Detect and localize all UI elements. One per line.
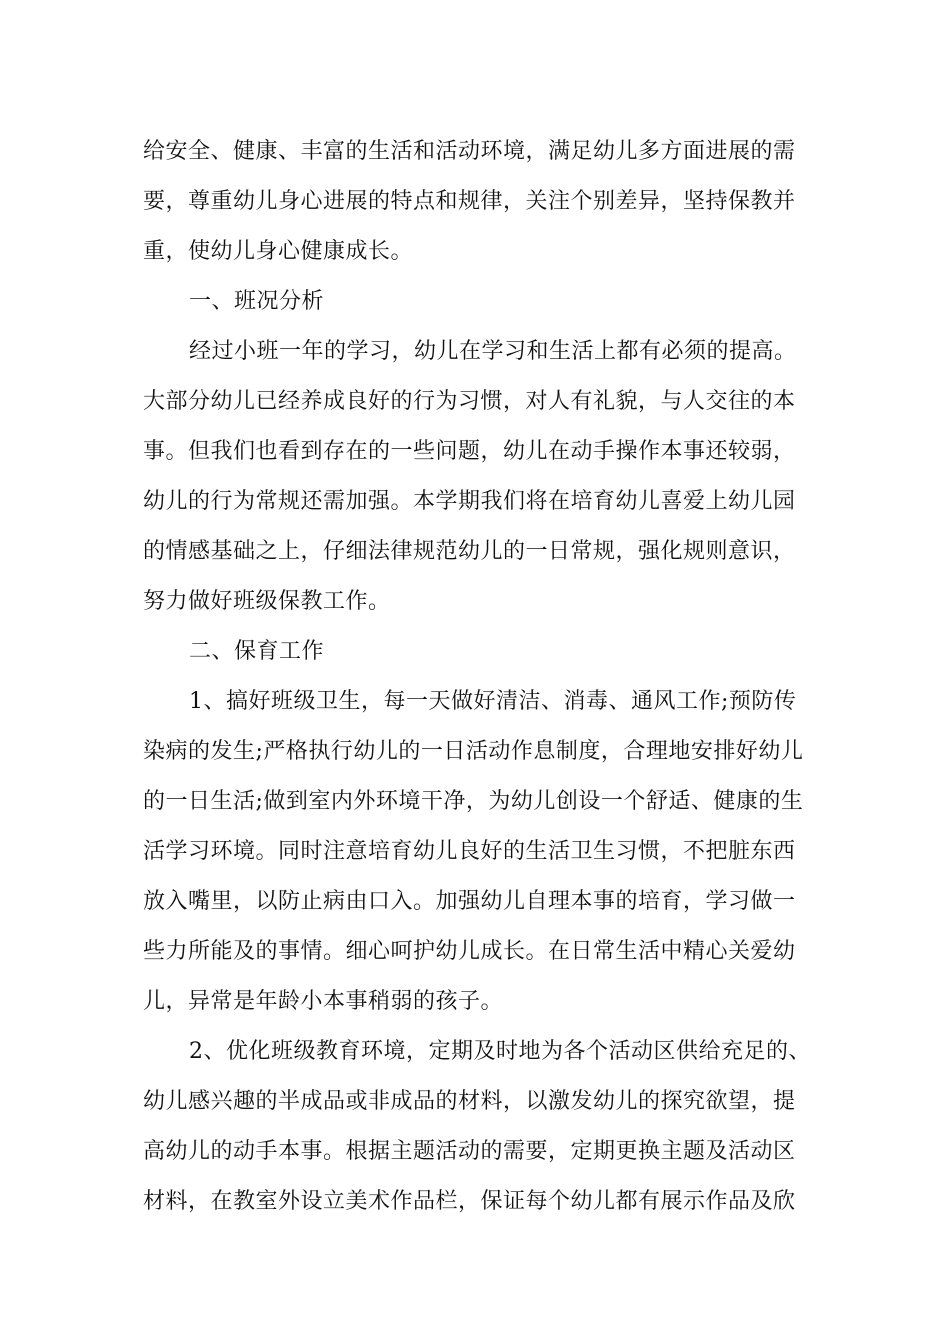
text-line: 要，尊重幼儿身心进展的特点和规律，关注个别差异，坚持保教并 [143, 189, 796, 214]
text-line: 重，使幼儿身心健康成长。 [143, 239, 414, 264]
text-line: 放入嘴里，以防止病由口入。加强幼儿自理本事的培育，学习做一 [143, 889, 796, 914]
text-line: 事。但我们也看到存在的一些问题，幼儿在动手操作本事还较弱， [143, 439, 796, 464]
text-line: 材料，在教室外设立美术作品栏，保证每个幼儿都有展示作品及欣 [143, 1189, 796, 1214]
text-line: 的一日生活;做到室内外环境干净，为幼儿创设一个舒适、健康的生 [143, 789, 804, 814]
text-line: 的情感基础之上，仔细法律规范幼儿的一日常规，强化规则意识， [143, 539, 796, 564]
text-line: 些力所能及的事情。细心呵护幼儿成长。在日常生活中精心关爱幼 [143, 939, 796, 964]
text-line: 大部分幼儿已经养成良好的行为习惯，对人有礼貌，与人交往的本 [143, 389, 796, 414]
text-line: 高幼儿的动手本事。根据主题活动的需要，定期更换主题及活动区 [143, 1139, 796, 1164]
text-line: 2、优化班级教育环境，定期及时地为各个活动区供给充足的、 [189, 1039, 811, 1064]
text-line: 经过小班一年的学习，幼儿在学习和生活上都有必须的提高。 [189, 339, 797, 364]
section-heading: 二、保育工作 [189, 639, 325, 664]
section-heading: 一、班况分析 [189, 289, 325, 314]
text-line: 活学习环境。同时注意培育幼儿良好的生活卫生习惯，不把脏东西 [143, 839, 796, 864]
text-line: 儿，异常是年龄小本事稍弱的孩子。 [143, 989, 504, 1014]
text-line: 染病的发生;严格执行幼儿的一日活动作息制度，合理地安排好幼儿 [143, 739, 804, 764]
text-line: 1、搞好班级卫生，每一天做好清洁、消毒、通风工作;预防传 [189, 689, 797, 714]
text-line: 努力做好班级保教工作。 [143, 589, 391, 614]
text-line: 幼儿的行为常规还需加强。本学期我们将在培育幼儿喜爱上幼儿园 [143, 489, 796, 514]
text-line: 给安全、健康、丰富的生活和活动环境，满足幼儿多方面进展的需 [143, 139, 796, 164]
text-line: 幼儿感兴趣的半成品或非成品的材料，以激发幼儿的探究欲望，提 [143, 1089, 796, 1114]
